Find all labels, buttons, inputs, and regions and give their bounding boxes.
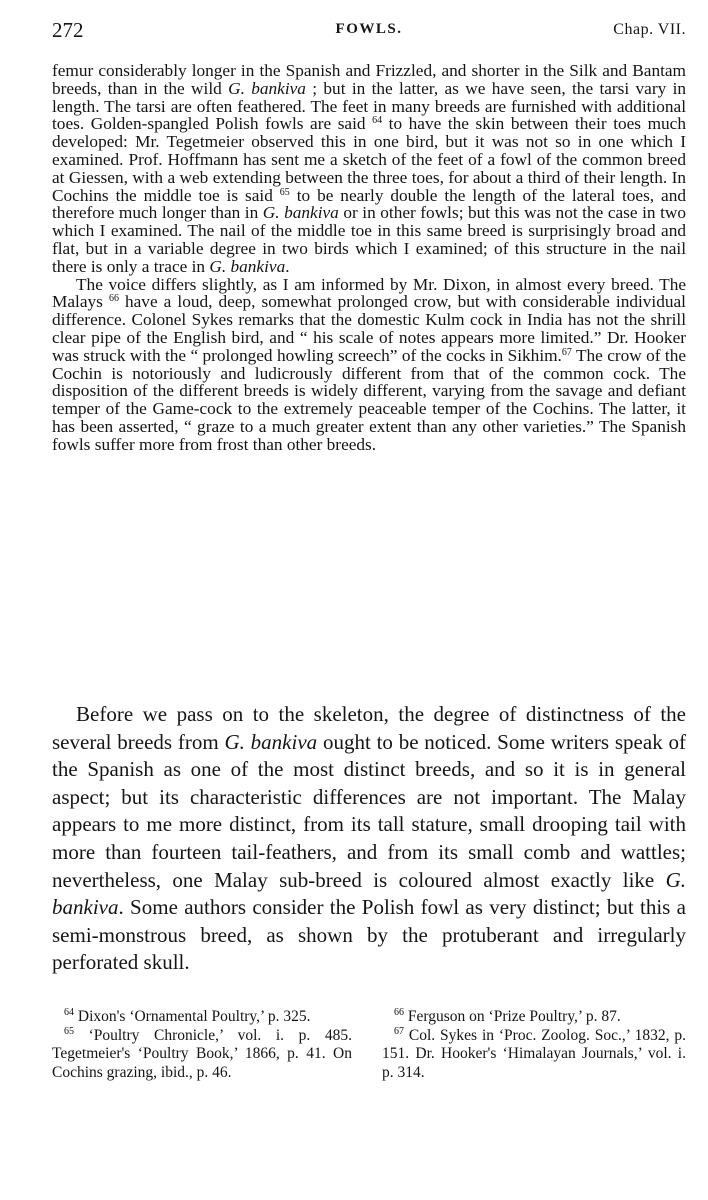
- species-name: G. bankiva: [262, 203, 339, 223]
- footnote-66: $^{66}$ Ferguson on ‘Prize Poultry,’ p. 87.: [394, 1007, 621, 1025]
- species-name: G. bankiva: [52, 867, 686, 920]
- footnote-ref-66[interactable]: 66: [108, 293, 119, 305]
- page-header: [52, 18, 686, 44]
- footnote-65: $^{65}$ ‘Poultry Chronicle,’ vol. i. p. 485. Tegetmeier's ‘Poultry Book,’ 1866, p. 41. On Cochins grazing, ibid., p. 46.: [52, 1025, 352, 1081]
- footnote-ref-64[interactable]: 64: [372, 115, 383, 127]
- paragraph-voice: The voice differs slightly, as I am informed by Mr. Dixon, in almost every breed. The Malays $^{66}$ have a loud, deep, somewhat prolonged crow, but with considerable individual difference. Colonel Sykes remarks that the domestic Kulm cock in India has not the shrill clear pipe of the English bird, and “ his scale of notes appears more limited.” Dr. Hooker was struck with the “ prolonged howling screech” of the cocks in Sikhim.$^{67}$ The crow of the Cochin is notoriously and ludicrously different from that of the common cock. The disposition of the different breeds is widely different, varying from the savage and defiant temper of the Game-cock to the extremely peaceable temper of the Cochins. The latter, it has been asserted, “ graze to a much greater extent than any other varieties.” The Spanish fowls suffer more from frost than other breeds.: [52, 274, 687, 454]
- footnote-67: $^{67}$ Col. Sykes in ‘Proc. Zoolog. Soc.,’ 1832, p. 151. Dr. Hooker's ‘Himalayan Journals,’ vol. i. p. 314.: [382, 1025, 686, 1081]
- footnotes-right-column: [382, 1008, 686, 1082]
- chapter-label: Chap. VII.: [613, 21, 686, 38]
- footnotes-left-column: [52, 1008, 352, 1082]
- footnote-64: $^{64}$ Dixon's ‘Ornamental Poultry,’ p. 325.: [64, 1007, 311, 1025]
- running-title: FOWLS.: [335, 21, 403, 37]
- species-name: G. bankiva: [209, 256, 286, 276]
- large-print-section: [52, 701, 686, 977]
- small-print-section: [52, 62, 686, 454]
- species-name: G. bankiva: [228, 78, 306, 98]
- species-name: G. bankiva: [224, 729, 318, 754]
- paragraph-distinctness: Before we pass on to the skeleton, the degree of distinctness of the several breeds from G. bankiva ought to be noticed. Some writers speak of the Spanish as one of the most distinct breeds, and so it is in general aspect; but its characteristic differences are not important. The Malay appears to me more distinct, from its tall stature, small drooping tail with more than fourteen tail-feathers, and from its small comb and wattles; nevertheless, one Malay sub-breed is coloured almost exactly like G. bankiva. Some authors consider the Polish fowl as very distinct; but this a semi-monstrous breed, as shown by the protuberant and irregularly perforated skull.: [52, 702, 686, 975]
- footnote-ref-67[interactable]: 67: [561, 346, 572, 358]
- paragraph-feet: femur considerably longer in the Spanish and Frizzled, and shorter in the Silk and Bantam breeds, than in the wild G. bankiva ; but in the latter, as we have seen, the tarsi vary in length. The tarsi are often feathered. The feet in many breeds are furnished with additional toes. Golden-spangled Polish fowls are said $^{64}$ to have the skin between their toes much developed: Mr. Tegetmeier observed this in one bird, but it was not so in one which I examined. Prof. Hoffmann has sent me a sketch of the feet of a fowl of the common breed at Giessen, with a web extending between the three toes, for about a third of their length. In Cochins the middle toe is said $^{65}$ to be nearly double the length of the lateral toes, and therefore much longer than in G. bankiva or in other fowls; but this was not the case in two which I examined. The nail of the middle toe in this same breed is surprisingly broad and flat, but in a variable degree in two birds which I examined; of this structure in the nail there is only a trace in G. bankiva.: [52, 61, 687, 276]
- footnote-ref-65[interactable]: 65: [279, 186, 290, 198]
- page-number: 272: [52, 18, 84, 42]
